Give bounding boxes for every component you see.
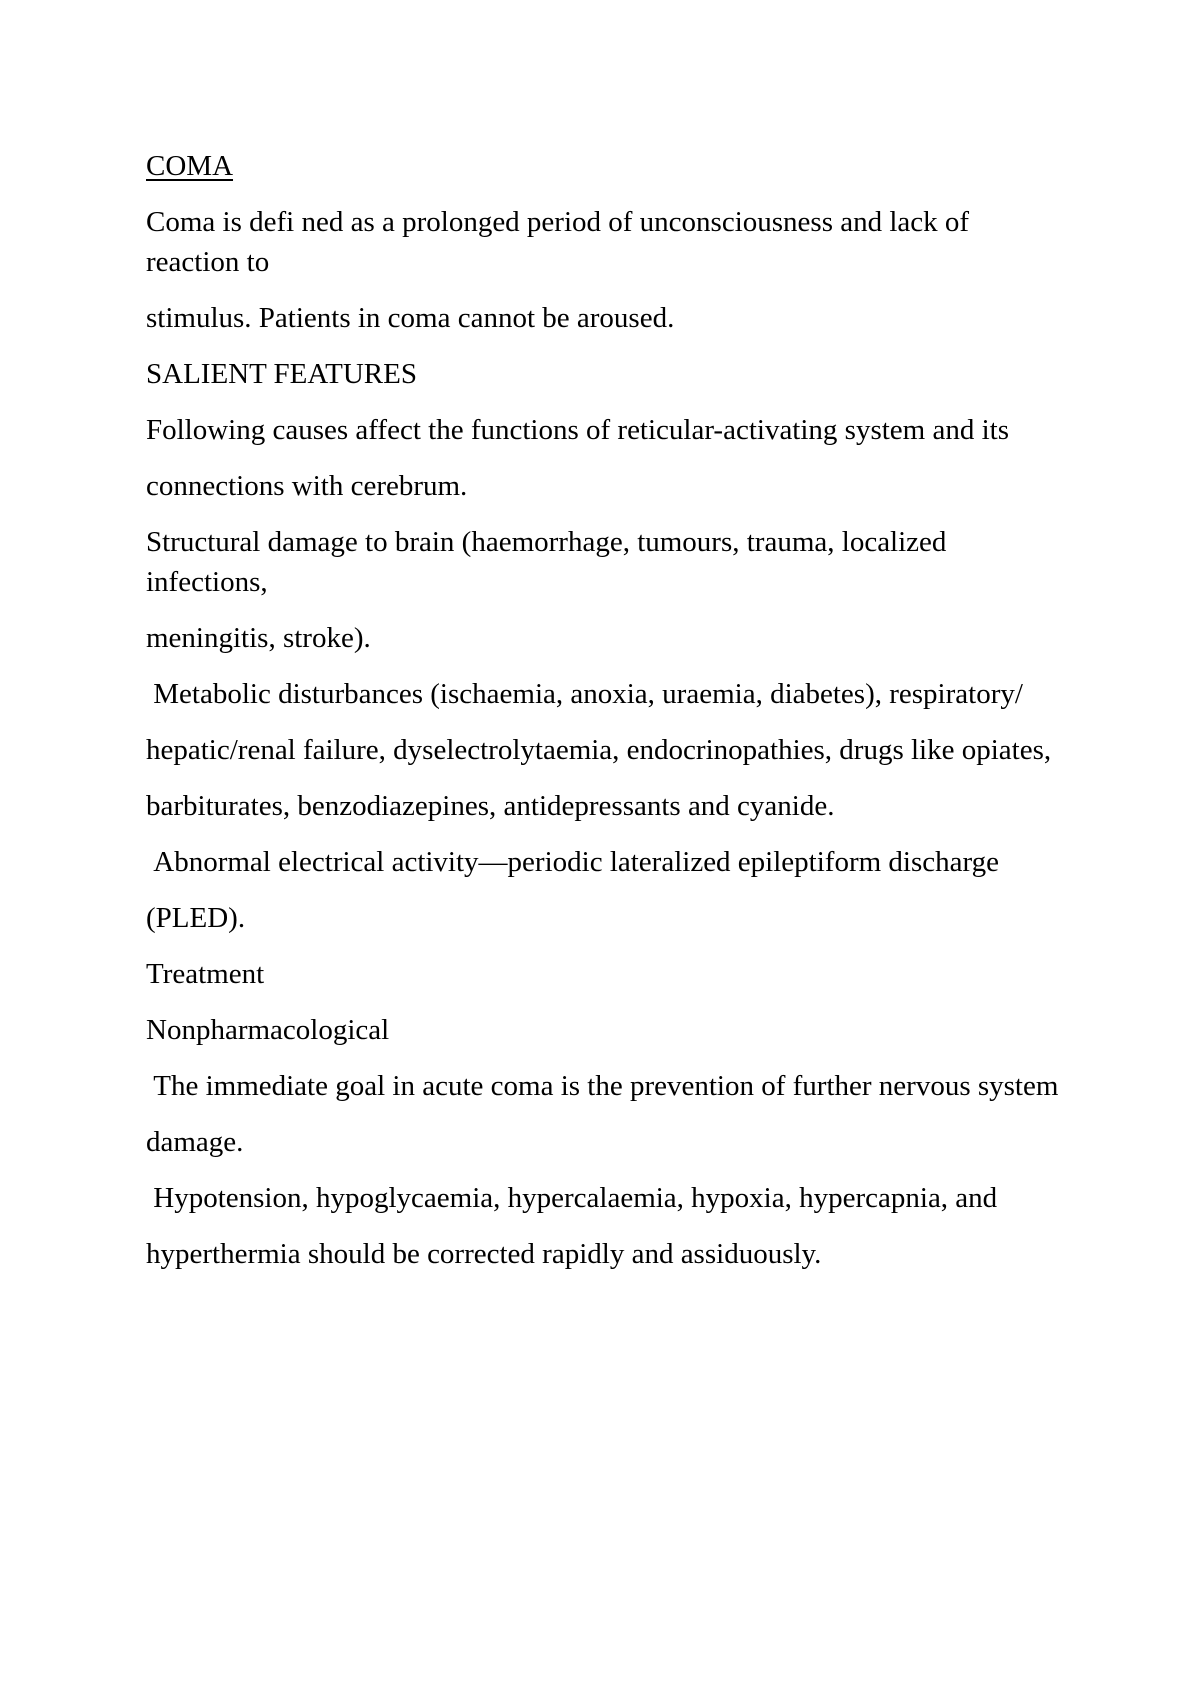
structural-damage-continuation: meningitis, stroke). (146, 622, 371, 654)
correction-continuation: hyperthermia should be corrected rapidly and assiduously. (146, 1238, 822, 1270)
document-title: COMA (146, 150, 234, 182)
causes-intro-paragraph: Following causes affect the functions of reticular-activating system and its (146, 414, 1010, 446)
definition-continuation: stimulus. Patients in coma cannot be aroused. (146, 302, 675, 334)
structural-damage-paragraph: Structural damage to brain (haemorrhage, tumours, trauma, localized infections, (146, 526, 954, 598)
electrical-activity-continuation: (PLED). (146, 902, 246, 934)
metabolic-disturbances-drugs: barbiturates, benzodiazepines, antidepressants and cyanide. (146, 790, 835, 822)
document-body (146, 146, 1066, 1290)
immediate-goal-continuation: damage. (146, 1126, 244, 1158)
section-heading-salient-features: SALIENT FEATURES (146, 358, 417, 390)
immediate-goal-paragraph: The immediate goal in acute coma is the prevention of further nervous system (146, 1070, 1059, 1102)
metabolic-disturbances-paragraph: Metabolic disturbances (ischaemia, anoxia, uraemia, diabetes), respiratory/ (146, 678, 1023, 710)
causes-intro-continuation: connections with cerebrum. (146, 470, 468, 502)
electrical-activity-paragraph: Abnormal electrical activity—periodic lateralized epileptiform discharge (146, 846, 999, 878)
section-heading-treatment: Treatment (146, 958, 265, 990)
metabolic-disturbances-continuation: hepatic/renal failure, dyselectrolytaemia, endocrinopathies, drugs like opiates, (146, 734, 1052, 766)
definition-paragraph: Coma is defi ned as a prolonged period of unconsciousness and lack of reaction to (146, 206, 977, 278)
subheading-nonpharmacological: Nonpharmacological (146, 1014, 390, 1046)
correction-paragraph: Hypotension, hypoglycaemia, hypercalaemia, hypoxia, hypercapnia, and (146, 1182, 998, 1214)
